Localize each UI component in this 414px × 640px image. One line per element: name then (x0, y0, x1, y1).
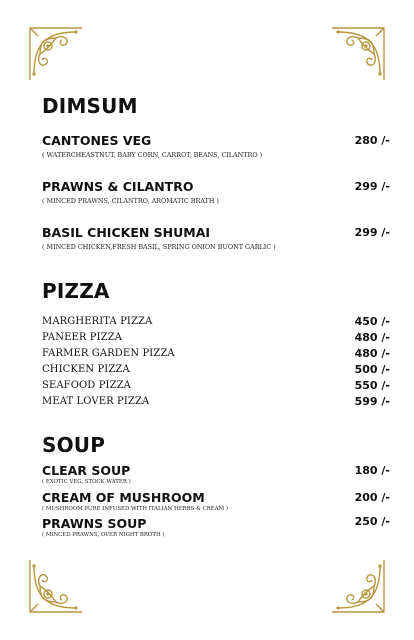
menu-item-name: PRAWNS SOUP (42, 516, 147, 531)
menu-item-name: MEAT LOVER PIZZA (42, 396, 150, 407)
menu-item-description: ( WATERCHEASTNUT, BABY CORN, CARROT, BEANS, CILANTRO ) (42, 151, 263, 159)
menu-item-price: 200 /- (354, 491, 390, 504)
menu-item-price: 480 /- (354, 331, 390, 344)
menu-item-price: 299 /- (354, 180, 390, 193)
menu-item-price: 500 /- (354, 363, 390, 376)
menu-item-price: 180 /- (354, 464, 390, 477)
menu-item-description: ( MUSHROOM PURE INFUSED WITH ITALIAN HERBS & CREAM ) (42, 506, 228, 512)
menu-item-description: ( EXOTIC VEG, STOCK WATER ) (42, 479, 131, 485)
menu-item-name: CHICKEN PIZZA (42, 364, 130, 375)
menu-item-price: 250 /- (354, 515, 390, 528)
section-title-pizza: PIZZA (42, 279, 110, 303)
menu-item-name: CANTONES VEG (42, 133, 152, 148)
menu-item-name: SEAFOOD PIZZA (42, 380, 132, 391)
menu-item-name: PANEER PIZZA (42, 332, 123, 343)
menu-item-name: FARMER GARDEN PIZZA (42, 348, 175, 359)
menu-item-name: CLEAR SOUP (42, 463, 131, 478)
menu-item-price: 280 /- (354, 134, 390, 147)
flourish-icon (328, 24, 388, 84)
flourish-icon (26, 24, 86, 84)
section-title-dimsum: DIMSUM (42, 94, 138, 118)
menu-item-description: ( MINCED PRAWNS, CILANTRO, AROMATIC BRATH ) (42, 197, 219, 205)
menu-item-name: BASIL CHICKEN SHUMAI (42, 225, 211, 240)
menu-item-price: 550 /- (354, 379, 390, 392)
menu-item-description: ( MINCED PRAWNS, OVER NIGHT BROTH ) (42, 532, 165, 538)
menu-item-name: CREAM OF MUSHROOM (42, 490, 205, 505)
menu-item-price: 599 /- (354, 395, 390, 408)
corner-ornament-top-right (328, 24, 388, 84)
menu-item-name: MARGHERITA PIZZA (42, 316, 153, 327)
section-title-soup: SOUP (42, 433, 106, 457)
menu-item-price: 480 /- (354, 347, 390, 360)
flourish-icon (328, 556, 388, 616)
menu-item-name: PRAWNS & CILANTRO (42, 179, 194, 194)
corner-ornament-bottom-right (328, 556, 388, 616)
corner-ornament-bottom-left (26, 556, 86, 616)
menu-item-price: 299 /- (354, 226, 390, 239)
menu-item-description: ( MINCED CHICKEN,FRESH BASIL, SPRING ONION BUONT GARLIC ) (42, 243, 276, 251)
menu-item-price: 450 /- (354, 315, 390, 328)
corner-ornament-top-left (26, 24, 86, 84)
flourish-icon (26, 556, 86, 616)
